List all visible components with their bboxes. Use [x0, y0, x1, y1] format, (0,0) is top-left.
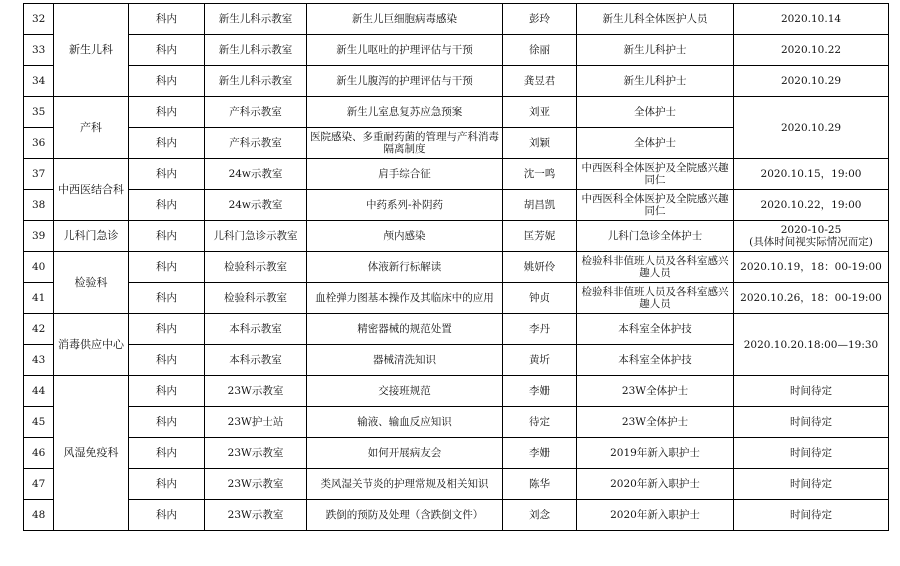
row-number: 46 [24, 438, 54, 469]
table-row [24, 35, 889, 66]
department: 检验科 [54, 252, 129, 314]
table-row [24, 469, 889, 500]
category: 科内 [129, 438, 205, 469]
location: 本科示教室 [205, 345, 307, 376]
topic: 医院感染、多重耐药菌的管理与产科消毒隔离制度 [307, 128, 503, 159]
category: 科内 [129, 252, 205, 283]
location: 产科示教室 [205, 97, 307, 128]
row-number: 42 [24, 314, 54, 345]
time: 时间待定 [734, 438, 889, 469]
category: 科内 [129, 376, 205, 407]
audience: 新生儿科护士 [577, 66, 734, 97]
audience: 全体护士 [577, 128, 734, 159]
speaker: 钟贞 [503, 283, 577, 314]
time: 2020.10.14 [734, 4, 889, 35]
audience: 中西医科全体医护及全院感兴趣同仁 [577, 190, 734, 221]
speaker: 陈华 [503, 469, 577, 500]
topic: 输液、输血反应知识 [307, 407, 503, 438]
table-row [24, 66, 889, 97]
topic: 交接班规范 [307, 376, 503, 407]
department: 新生儿科 [54, 4, 129, 97]
location: 产科示教室 [205, 128, 307, 159]
row-number: 35 [24, 97, 54, 128]
topic: 跌倒的预防及处理（含跌倒文件） [307, 500, 503, 531]
location: 检验科示教室 [205, 283, 307, 314]
category: 科内 [129, 314, 205, 345]
location: 新生儿科示教室 [205, 35, 307, 66]
topic: 血栓弹力图基本操作及其临床中的应用 [307, 283, 503, 314]
time: 2020.10.29 [734, 97, 889, 159]
audience: 2020年新入职护士 [577, 469, 734, 500]
location: 23W示教室 [205, 500, 307, 531]
location: 新生儿科示教室 [205, 4, 307, 35]
topic: 新生儿呕吐的护理评估与干预 [307, 35, 503, 66]
topic: 颅内感染 [307, 221, 503, 252]
speaker: 黄圻 [503, 345, 577, 376]
location: 23W示教室 [205, 438, 307, 469]
category: 科内 [129, 407, 205, 438]
category: 科内 [129, 190, 205, 221]
audience: 本科室全体护技 [577, 314, 734, 345]
audience: 中西医科全体医护及全院感兴趣同仁 [577, 159, 734, 190]
speaker: 待定 [503, 407, 577, 438]
audience: 本科室全体护技 [577, 345, 734, 376]
table-row [24, 314, 889, 345]
table-row [24, 190, 889, 221]
category: 科内 [129, 345, 205, 376]
location: 23W示教室 [205, 469, 307, 500]
topic: 器械清洗知识 [307, 345, 503, 376]
speaker: 龚昱君 [503, 66, 577, 97]
location: 23W护士站 [205, 407, 307, 438]
row-number: 40 [24, 252, 54, 283]
location: 检验科示教室 [205, 252, 307, 283]
time: 2020.10.15，19:00 [734, 159, 889, 190]
audience: 全体护士 [577, 97, 734, 128]
table-row [24, 283, 889, 314]
category: 科内 [129, 4, 205, 35]
department: 风湿免疫科 [54, 376, 129, 531]
time: 2020.10.19，18：00-19:00 [734, 252, 889, 283]
category: 科内 [129, 469, 205, 500]
row-number: 44 [24, 376, 54, 407]
time: 时间待定 [734, 376, 889, 407]
table-row [24, 4, 889, 35]
row-number: 41 [24, 283, 54, 314]
department: 儿科门急诊 [54, 221, 129, 252]
category: 科内 [129, 283, 205, 314]
time: 2020.10.22，19:00 [734, 190, 889, 221]
time-date: 2020-10-25 [780, 224, 842, 236]
time: 时间待定 [734, 407, 889, 438]
row-number: 43 [24, 345, 54, 376]
audience: 2020年新入职护士 [577, 500, 734, 531]
time [734, 221, 889, 252]
speaker: 刘亚 [503, 97, 577, 128]
speaker: 徐丽 [503, 35, 577, 66]
row-number: 48 [24, 500, 54, 531]
speaker: 胡昌凯 [503, 190, 577, 221]
row-number: 32 [24, 4, 54, 35]
topic: 如何开展病友会 [307, 438, 503, 469]
time-note: (具体时间视实际情况而定) [749, 236, 873, 248]
speaker: 姚妍伶 [503, 252, 577, 283]
location: 23W示教室 [205, 376, 307, 407]
location: 24w示教室 [205, 159, 307, 190]
topic: 中药系列-补阴药 [307, 190, 503, 221]
category: 科内 [129, 66, 205, 97]
table-row [24, 221, 889, 252]
time: 2020.10.20.18:00—19:30 [734, 314, 889, 376]
location: 本科示教室 [205, 314, 307, 345]
category: 科内 [129, 35, 205, 66]
table-row [24, 97, 889, 128]
table-row [24, 159, 889, 190]
audience: 新生儿科全体医护人员 [577, 4, 734, 35]
category: 科内 [129, 128, 205, 159]
row-number: 34 [24, 66, 54, 97]
time: 2020.10.26，18：00-19:00 [734, 283, 889, 314]
table-row [24, 500, 889, 531]
audience: 2019年新入职护士 [577, 438, 734, 469]
speaker: 刘念 [503, 500, 577, 531]
row-number: 36 [24, 128, 54, 159]
speaker: 刘颖 [503, 128, 577, 159]
time: 2020.10.29 [734, 66, 889, 97]
category: 科内 [129, 159, 205, 190]
category: 科内 [129, 500, 205, 531]
topic: 肩手综合征 [307, 159, 503, 190]
audience: 检验科非值班人员及各科室感兴趣人员 [577, 283, 734, 314]
topic: 新生儿室息复苏应急预案 [307, 97, 503, 128]
topic: 精密器械的规范处置 [307, 314, 503, 345]
row-number: 33 [24, 35, 54, 66]
table-row [24, 376, 889, 407]
row-number: 39 [24, 221, 54, 252]
table-row [24, 407, 889, 438]
speaker: 匡芳妮 [503, 221, 577, 252]
audience: 检验科非值班人员及各科室感兴趣人员 [577, 252, 734, 283]
speaker: 彭玲 [503, 4, 577, 35]
topic: 新生儿腹泻的护理评估与干预 [307, 66, 503, 97]
location: 新生儿科示教室 [205, 66, 307, 97]
table-row [24, 438, 889, 469]
speaker: 李丹 [503, 314, 577, 345]
department: 中西医结合科 [54, 159, 129, 221]
time: 2020.10.22 [734, 35, 889, 66]
speaker: 沈一鸣 [503, 159, 577, 190]
location: 儿科门急诊示教室 [205, 221, 307, 252]
training-schedule-table [23, 3, 889, 531]
department: 产科 [54, 97, 129, 159]
row-number: 47 [24, 469, 54, 500]
topic: 新生儿巨细胞病毒感染 [307, 4, 503, 35]
speaker: 李姗 [503, 376, 577, 407]
department: 消毒供应中心 [54, 314, 129, 376]
audience: 儿科门急诊全体护士 [577, 221, 734, 252]
speaker: 李姗 [503, 438, 577, 469]
location: 24w示教室 [205, 190, 307, 221]
category: 科内 [129, 221, 205, 252]
audience: 新生儿科护士 [577, 35, 734, 66]
topic: 体液新行标解读 [307, 252, 503, 283]
row-number: 45 [24, 407, 54, 438]
row-number: 38 [24, 190, 54, 221]
category: 科内 [129, 97, 205, 128]
time: 时间待定 [734, 500, 889, 531]
row-number: 37 [24, 159, 54, 190]
time: 时间待定 [734, 469, 889, 500]
topic: 类风湿关节炎的护理常规及相关知识 [307, 469, 503, 500]
audience: 23W全体护士 [577, 407, 734, 438]
audience: 23W全体护士 [577, 376, 734, 407]
table-row [24, 252, 889, 283]
